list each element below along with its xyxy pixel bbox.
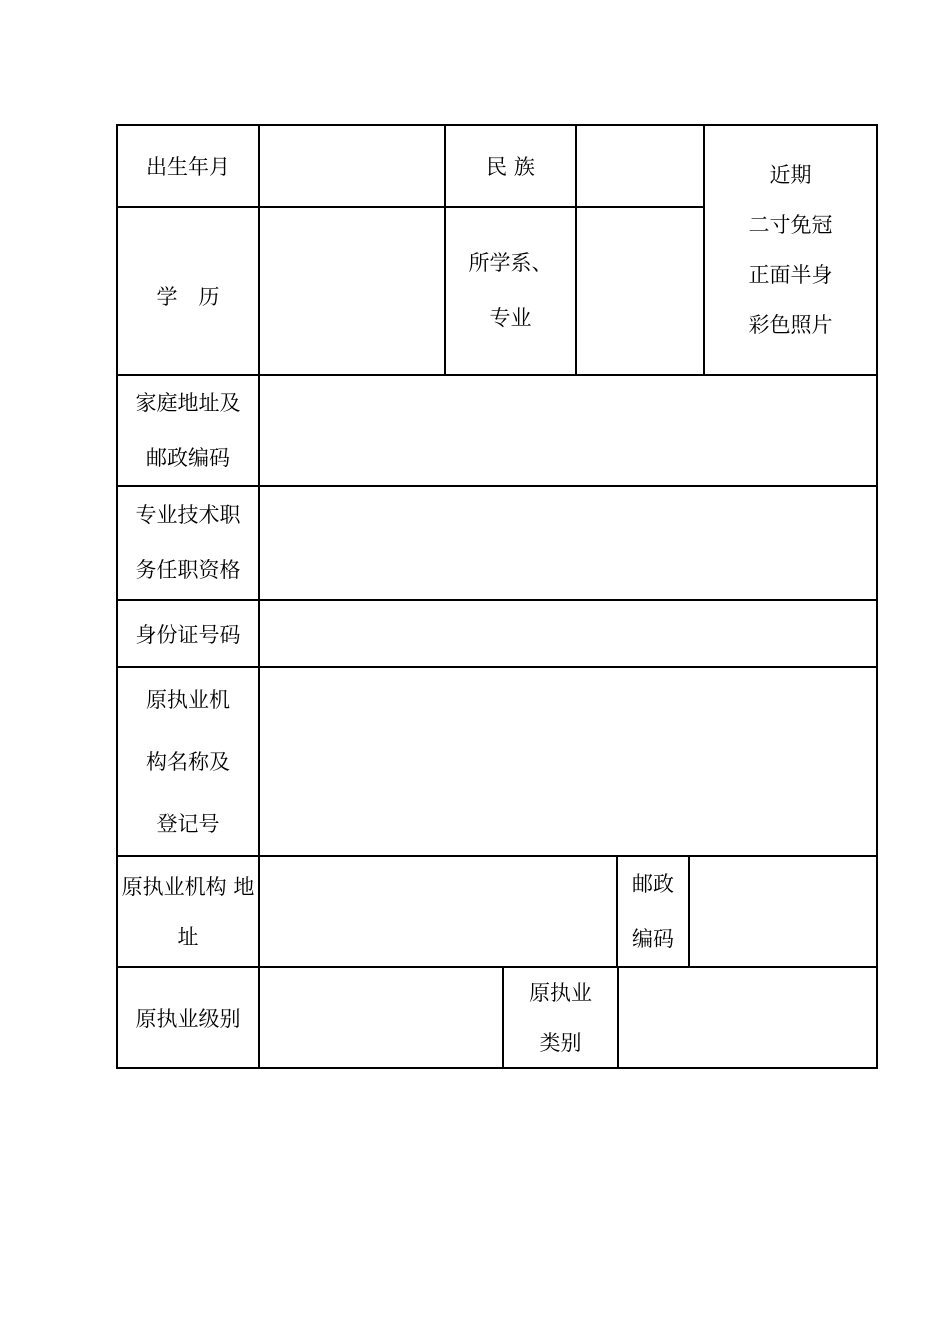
prev-level-label-text: 原执业级别 bbox=[135, 1006, 241, 1031]
prev-postcode-field[interactable] bbox=[690, 857, 876, 966]
department-label-text: 所学系、 bbox=[468, 251, 553, 275]
prev-address-label-text: 址 bbox=[177, 924, 199, 949]
prev-institution-label-text: 登记号 bbox=[156, 811, 220, 836]
prev-institution-label bbox=[118, 668, 258, 855]
prev-institution-label-text: 构名称及 bbox=[146, 749, 230, 774]
prev-level-label bbox=[118, 968, 258, 1067]
prev-institution-label-text: 原执业机 bbox=[146, 687, 230, 712]
home-address-label-text: 邮政编码 bbox=[146, 445, 230, 470]
home-address-label bbox=[118, 376, 258, 485]
id-number-label-text: 身份证号码 bbox=[135, 622, 241, 647]
education-label-text: 学 历 bbox=[156, 285, 220, 309]
photo-placeholder bbox=[705, 126, 876, 374]
professional-title-label bbox=[118, 487, 258, 599]
professional-title-label-text: 专业技术职 bbox=[135, 503, 241, 527]
prev-postcode-label-text: 编码 bbox=[632, 926, 674, 951]
prev-address-label bbox=[118, 857, 258, 966]
department-field[interactable] bbox=[577, 208, 703, 374]
id-number-field[interactable] bbox=[260, 601, 876, 666]
birth-date-label bbox=[118, 126, 258, 206]
professional-title-label-text: 务任职资格 bbox=[135, 558, 241, 582]
department-label-text: 专业 bbox=[489, 306, 532, 330]
prev-postcode-label bbox=[618, 857, 688, 966]
home-address-label-text: 家庭地址及 bbox=[135, 390, 241, 415]
prev-category-label bbox=[504, 968, 617, 1067]
ethnicity-field[interactable] bbox=[577, 126, 703, 206]
photo-text-line: 二寸免冠 bbox=[748, 213, 833, 237]
ethnicity-label bbox=[446, 126, 575, 206]
prev-institution-field[interactable] bbox=[260, 668, 876, 855]
photo-text-line: 近期 bbox=[769, 163, 812, 187]
education-field[interactable] bbox=[260, 208, 444, 374]
birth-date-label-text: 出生年月 bbox=[146, 155, 230, 179]
prev-category-field[interactable] bbox=[619, 968, 876, 1067]
table-border bbox=[876, 124, 878, 1069]
ethnicity-label-text: 民 族 bbox=[486, 155, 535, 179]
photo-text-line: 彩色照片 bbox=[748, 313, 833, 337]
birth-date-field[interactable] bbox=[260, 126, 444, 206]
prev-address-field[interactable] bbox=[260, 857, 616, 966]
department-label bbox=[446, 208, 575, 374]
prev-address-label-text: 原执业机构 地 bbox=[121, 874, 255, 899]
id-number-label bbox=[118, 601, 258, 666]
home-address-field[interactable] bbox=[260, 376, 876, 485]
registration-form bbox=[116, 124, 878, 1069]
prev-postcode-label-text: 邮政 bbox=[632, 871, 674, 896]
professional-title-field[interactable] bbox=[260, 487, 876, 599]
prev-category-label-text: 类别 bbox=[539, 1030, 582, 1055]
prev-level-field[interactable] bbox=[260, 968, 502, 1067]
photo-text-line: 正面半身 bbox=[748, 263, 833, 287]
prev-category-label-text: 原执业 bbox=[529, 980, 592, 1005]
table-border bbox=[116, 1067, 878, 1069]
education-label bbox=[118, 208, 258, 374]
